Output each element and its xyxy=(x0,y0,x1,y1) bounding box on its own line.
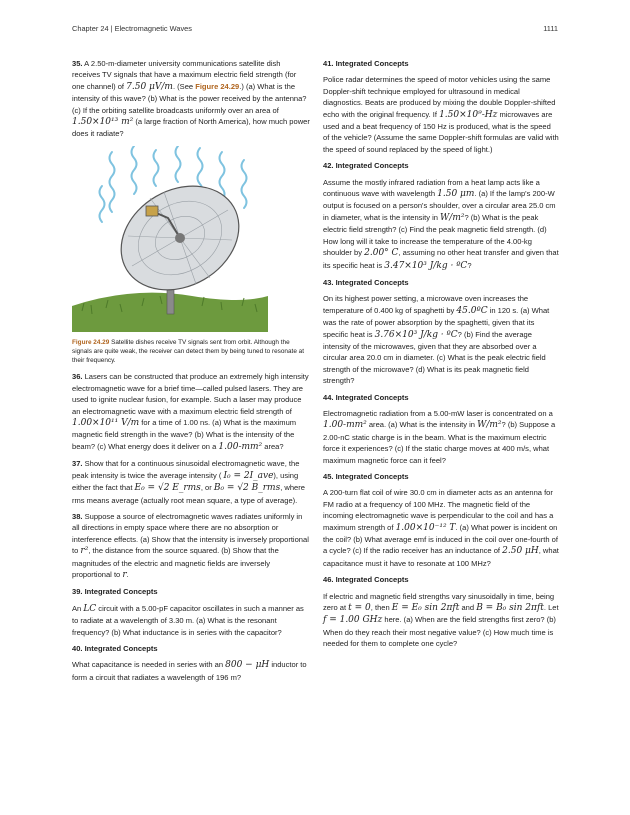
problem-46: If electric and magnetic field strengths vary sinusoidally in time, being zero at t = 0, then E = E₀ sin 2πft and B = B₀ sin 2πft. Let f = 1.00 GHz here. (a) When are the field strengths first zero? (b) When do they reach their most negative value? (c) How much time is needed for them to complete one cycle? xyxy=(323,591,559,649)
problem-45-heading: 45. Integrated Concepts xyxy=(323,472,409,481)
satellite-dish-figure xyxy=(72,146,268,332)
caption-label: Figure 24.29 xyxy=(72,338,110,346)
problem-number: 38. xyxy=(72,511,83,521)
problem-44-heading: 44. Integrated Concepts xyxy=(323,392,409,402)
problem-37: 37. Show that for a continuous sinusoidal electromagnetic wave, the peak intensity is twice the average intensity ( I₀ = 2I_ave), using either the fact that E₀ = √2 E_rms, or B₀ = √2 B_rms, where rms means average (actually root mean square, a type of average). xyxy=(72,459,305,505)
figure-link[interactable]: Figure 24.29 xyxy=(195,81,240,91)
problem-41-heading: 41. Integrated Concepts xyxy=(323,59,409,68)
problem-number: 37. xyxy=(72,459,83,469)
problem-41: Police radar determines the speed of motor vehicles using the same Doppler-shift technique employed for ultrasound in medical diagnostics. Beats are produced by mixing the double Doppler-shifted echo with the original frequency. If 1.50×10⁹-Hz microwaves are used and a beat frequency of 150 Hz is produced, what is the speed of the vehicle? (Assume the same Doppler-shift formulas are valid with the speed of sound replaced by the speed of light.) xyxy=(323,75,559,154)
problem-39: An LC circuit with a 5.00-pF capacitor oscillates in such a manner as to radiate at a wavelength of 3.30 m. (a) What is the resonant frequency? (b) What inductance is in series with the capacitor? xyxy=(72,603,304,637)
figure-caption: Figure 24.29 Satellite dishes receive TV signals sent from orbit. Although the signals are quite weak, the receiver can detect them by being tuned to resonate at their frequency. xyxy=(72,338,304,365)
math: 3.47×10³ J/kg · ºC xyxy=(384,260,468,271)
problem-42: Assume the mostly infrared radiation from a heat lamp acts like a continuous wave with wavelength 1.50 μm. (a) If the lamp's 200-W output is focused on a person's shoulder, over a circular area 25.0 cm in diameter, what is the intensity in W/m²? (b) What is the peak electric field strength? (c) Find the peak magnetic field strength. (d) How long will it take to increase the temperature of the 4.00-kg shoulder by 2.00° C, assuming no other heat transfer and given that its specific heat is 3.47×10³ J/kg · ºC? xyxy=(323,177,559,271)
problem-number: 35. xyxy=(72,59,83,68)
chapter-title: Chapter 24 | Electromagnetic Waves xyxy=(72,24,192,33)
math: 3.76×10³ J/kg · ºC xyxy=(374,329,458,340)
math: 1.00×10⁻¹² T xyxy=(395,522,456,533)
problem-38: 38. Suppose a source of electromagnetic waves radiates uniformly in all directions in empty space where there are no absorption or interference effects. (a) Show that the intensity is inversely proportional to r², the distance from the source squared. (b) Show that the magnitudes of the electric and magnetic fields are inversely proportional to r. xyxy=(72,511,309,580)
math: B₀ = √2 B_rms xyxy=(213,483,281,494)
math: I₀ = 2I_ave xyxy=(223,470,274,481)
math: W/m² xyxy=(477,420,502,431)
problem-44: Electromagnetic radiation from a 5.00-mW laser is concentrated on a 1.00-mm² area. (a) What is the intensity in W/m²? (b) Suppose a 2.00-nC static charge is in the beam. What is the maximum electric force it experiences? (c) If the static charge moves at 400 m/s, what maximum magnetic force can it feel? xyxy=(323,408,556,465)
problem-number: 36. xyxy=(72,372,83,382)
page-number: 1111 xyxy=(543,24,558,33)
problem-45: A 200-turn flat coil of wire 30.0 cm in diameter acts as an antenna for FM radio at a frequency of 100 MHz. The magnetic field of the incoming electromagnetic wave is perpendicular to the coil and has a maximum strength of 1.00×10⁻¹² T. (a) What power is incident on the coil? (b) What average emf is induced in the coil over one-fourth of a cycle? (c) If the radio receiver has an inductance of 2.50 μH, what capacitance must it have to resonate at 100 MHz? xyxy=(323,488,559,568)
left-column xyxy=(72,58,310,688)
math: E₀ = √2 E_rms xyxy=(134,483,201,494)
math: 1.50 μm xyxy=(437,189,475,200)
math: E = E₀ sin 2πft xyxy=(391,603,460,614)
math: B = B₀ sin 2πft xyxy=(476,603,544,614)
problem-36: 36. Lasers can be constructed that produce an extremely high intensity electromagnetic wave for a brief time—called pulsed lasers. They are used to ignite nuclear fusion, for example. Such a laser may produce an electromagnetic wave with a maximum electric field strength of 1.00×10¹¹ V/m for a time of 1.00 ns. (a) What is the maximum magnetic field strength in the wave? (b) What is the intensity of the beam? (c) What energy does it deliver on a 1.00-mm² area? xyxy=(72,372,309,452)
math: 2.50 μH xyxy=(502,546,539,557)
math: 800 − μH xyxy=(225,660,270,671)
math: r² xyxy=(80,546,89,557)
math: 45.0ºC xyxy=(456,305,488,316)
problem-40-heading: 40. Integrated Concepts xyxy=(72,643,158,653)
math: r xyxy=(122,569,127,580)
math: 7.50 μV/m xyxy=(126,81,173,92)
math: f = 1.00 GHz xyxy=(323,615,383,626)
problem-46-heading: 46. Integrated Concepts xyxy=(323,575,409,585)
dish-hub xyxy=(175,233,185,243)
problem-40: What capacitance is needed in series with an 800 − μH inductor to form a circuit that radiates a wavelength of 196 m? xyxy=(72,660,307,682)
problem-42-heading: 42. Integrated Concepts xyxy=(323,161,409,171)
problem-43-heading: 43. Integrated Concepts xyxy=(323,277,409,287)
math: 2.00° C xyxy=(364,248,399,259)
math: 1.50×10⁹-Hz xyxy=(439,109,498,120)
math: W/m² xyxy=(440,212,465,223)
satellite-dish-illustration xyxy=(72,146,268,332)
math: LC xyxy=(83,603,97,614)
feed-horn xyxy=(146,206,158,216)
math: 1.50×10¹³ m² xyxy=(72,117,134,128)
right-column xyxy=(323,58,559,655)
problem-43: On its highest power setting, a microwave oven increases the temperature of 0.400 kg of spaghetti by 45.0ºC in 120 s. (a) What was the rate of power absorption by the spaghetti, given that its specific heat is 3.76×10³ J/kg · ºC? (b) Find the average intensity of the microwaves, given that they are absorbed over a circular area 20.0 cm in diameter. (c) What is the peak electric field strength of the microwave? (d) What is its peak magnetic field strength? xyxy=(323,294,550,386)
math: 1.00-mm² xyxy=(218,441,263,452)
problem-35: 35. A 2.50-m-diameter university communications satellite dish receives TV signals that have a maximum electric field strength (for one channel) of 7.50 μV/m. (See Figure 24.29.) (a) What is the intensity of this wave? (b) What is the power received by the antenna? (c) If the orbiting satellite broadcasts uniformly over an area of 1.50×10¹³ m² (a large fraction of North America), how much power does it radiate? xyxy=(72,59,310,139)
problem-39-heading: 39. Integrated Concepts xyxy=(72,587,158,597)
math: t = 0 xyxy=(348,603,371,614)
math: 1.00-mm² xyxy=(323,420,367,431)
page-header xyxy=(72,24,558,38)
math: 1.00×10¹¹ V/m xyxy=(72,418,140,429)
